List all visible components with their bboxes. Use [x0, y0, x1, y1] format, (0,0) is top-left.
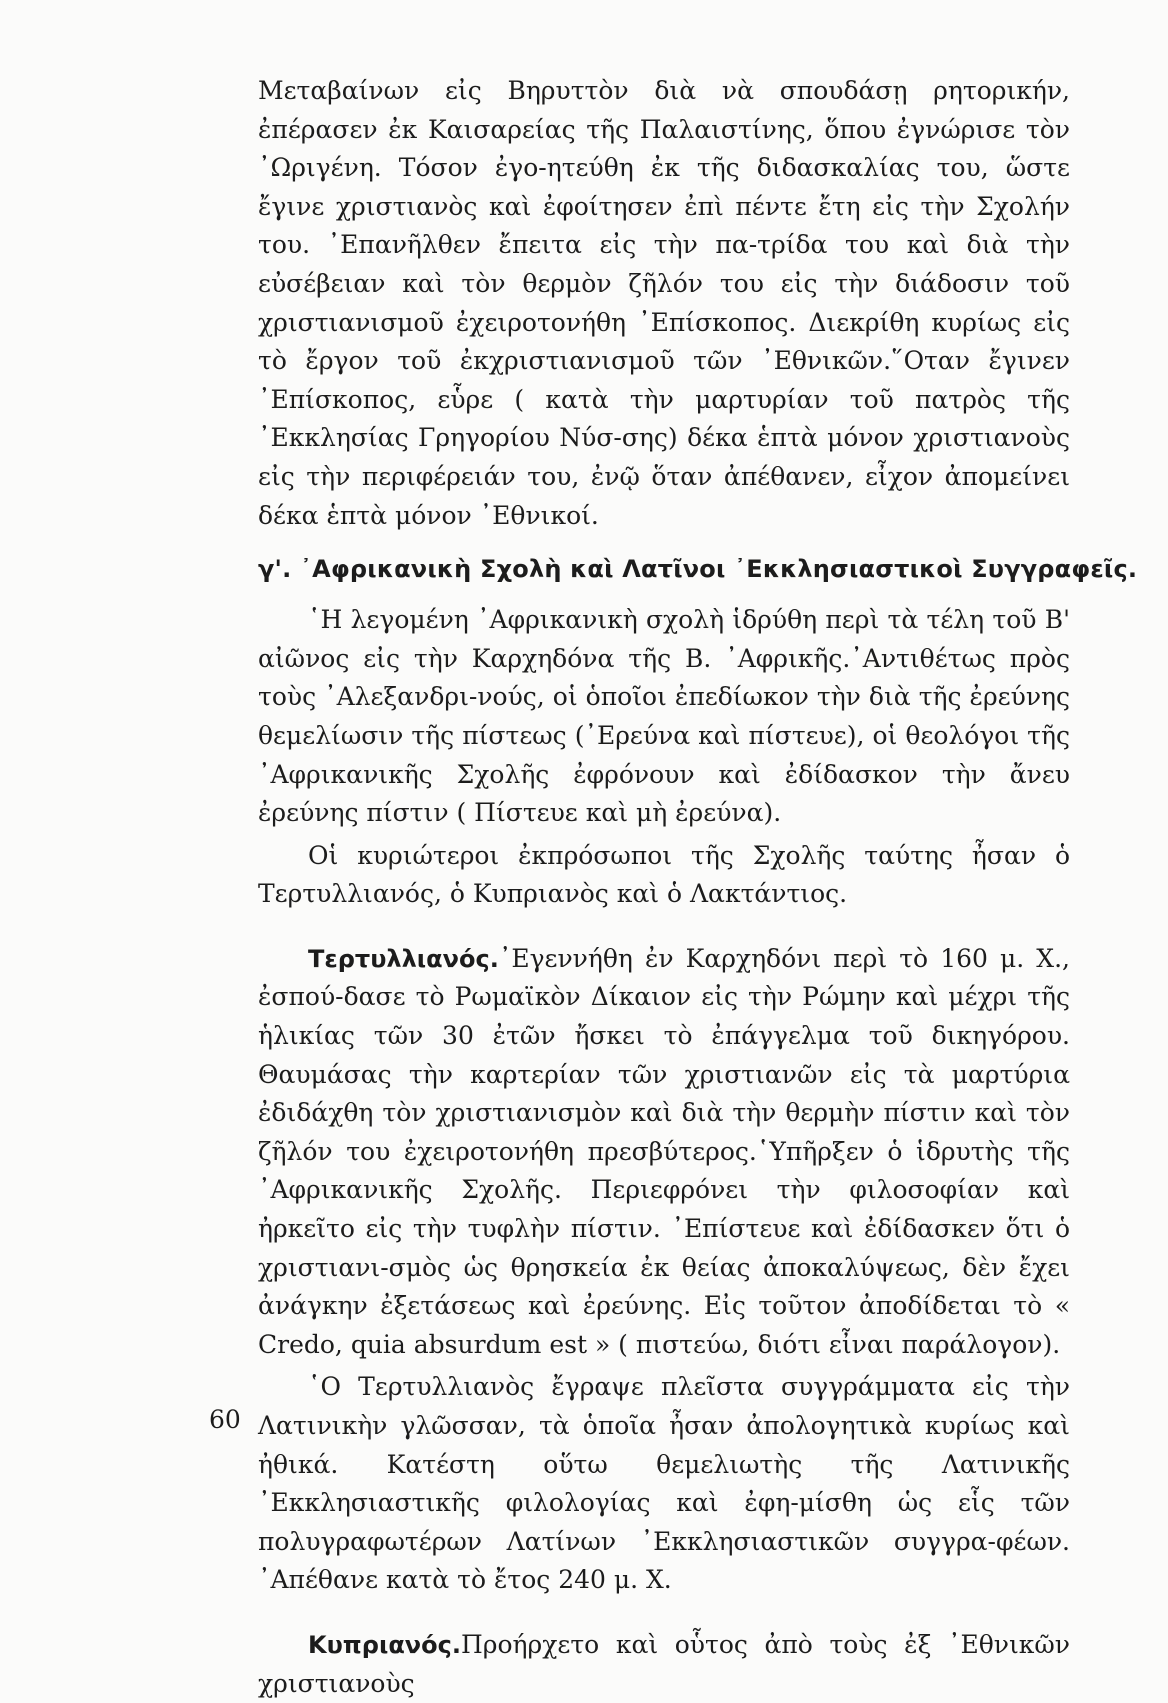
cyprian-lead: Κυπριανός. [308, 1630, 461, 1659]
paragraph-basil-bio: Μεταβαίνων εἰς Βηρυττὸν διὰ νὰ σπουδάσῃ ρητορικήν, ἐπέρασεν ἐκ Καισαρείας τῆς Παλαιστίνης, ὅπου ἐγνώρισε τὸν ᾽Ωριγένη. Τόσον ἐγο-ητεύθη ἐκ τῆς διδασκαλίας του, ὥστε ἔγινε χριστιανὸς καὶ ἐφοίτησεν ἐπὶ πέντε ἔτη εἰς τὴν Σχολήν του. ᾽Επανῆλθεν ἔπειτα εἰς τὴν πα-τρίδα του καὶ διὰ τὴν εὐσέβειαν καὶ τὸν θερμὸν ζῆλόν του εἰς τὴν διάδοσιν τοῦ χριστιανισμοῦ ἐχειροτονήθη ᾽Επίσκοπος. Διεκρίθη κυρίως εἰς τὸ ἔργον τοῦ ἐκχριστιανισμοῦ τῶν ᾽Εθνικῶν.῞Οταν ἔγινεν ᾽Επίσκοπος, εὗρε ( κατὰ τὴν μαρτυρίαν τοῦ πατρὸς τῆς ᾽Εκκλησίας Γρηγορίου Νύσ-σης) δέκα ἑπτὰ μόνον χριστιανοὺς εἰς τὴν περιφέρειάν του, ἐνῷ ὅταν ἀπέθανεν, εἶχον ἀπομείνει δέκα ἑπτὰ μόνον ᾽Εθνικοί. [258, 76, 1070, 530]
cyprian-text: Προήρχετο καὶ οὗτος ἀπὸ τοὺς ἐξ ᾽Εθνικῶν χριστιανοὺς [258, 1629, 1070, 1698]
paragraph-tertullian [258, 940, 1070, 1365]
paragraph-representatives: Οἱ κυριώτεροι ἐκπρόσωποι τῆς Σχολῆς ταύτης ἦσαν ὁ Τερτυλλιανός, ὁ Κυπριανὸς καὶ ὁ Λακτάντιος. [258, 840, 1070, 909]
page-number: 60 [209, 1405, 241, 1434]
page-body [258, 72, 1138, 1703]
tertullian-lead: Τερτυλλιανός. [308, 944, 499, 973]
paragraph-tertullian-works: ῾Ο Τερτυλλιανὸς ἔγραψε πλεῖστα συγγράμματα εἰς τὴν Λατινικὴν γλῶσσαν, τὰ ὁποῖα ἦσαν ἀπολογητικὰ κυρίως καὶ ἠθικά. Κατέστη οὕτω θεμελιωτὴς τῆς Λατινικῆς ᾽Εκκλησιαστικῆς φιλολογίας καὶ ἐφη-μίσθη ὡς εἷς τῶν πολυγραφωτέρων Λατίνων ᾽Εκκλησιαστικῶν συγγρα-φέων. ᾽Απέθανε κατὰ τὸ ἔτος 240 μ. Χ. [258, 1372, 1070, 1595]
paragraph-cyprian [258, 1626, 1070, 1703]
paragraph-african-school: ῾Η λεγομένη ᾽Αφρικανικὴ σχολὴ ἱδρύθη περὶ τὰ τέλη τοῦ Β' αἰῶνος εἰς τὴν Καρχηδόνα τῆς Β. ᾽Αφρικῆς.᾽Αντιθέτως πρὸς τοὺς ᾽Αλεξανδρι-νούς, οἱ ὁποῖοι ἐπεδίωκον τὴν διὰ τῆς ἐρεύνης θεμελίωσιν τῆς πίστεως (᾽Ερεύνα καὶ πίστευε), οἱ θεολόγοι τῆς ᾽Αφρικανικῆς Σχολῆς ἐφρόνουν καὶ ἐδίδασκον τὴν ἄνευ ἐρεύνης πίστιν ( Πίστευε καὶ μὴ ἐρεύνα). [258, 605, 1070, 828]
tertullian-text: ᾽Εγεννήθη ἐν Καρχηδόνι περὶ τὸ 160 μ. Χ., ἐσπού-δασε τὸ Ρωμαϊκὸν Δίκαιον εἰς τὴν Ρώμην καὶ μέχρι τῆς ἡλικίας τῶν 30 ἐτῶν ἤσκει τὸ ἐπάγγελμα τοῦ δικηγόρου. Θαυμάσας τὴν καρτερίαν τῶν χριστιανῶν εἰς τὰ μαρτύρια ἐδιδάχθη τὸν χριστιανισμὸν καὶ διὰ τὴν θερμὴν πίστιν καὶ τὸν ζῆλόν του ἐχειροτονήθη πρεσβύτερος.῾Υπῆρξεν ὁ ἱδρυτὴς τῆς ᾽Αφρικανικῆς Σχολῆς. Περιεφρόνει τὴν φιλοσοφίαν καὶ ἠρκεῖτο εἰς τὴν τυφλὴν πίστιν. ᾽Επίστευε καὶ ἐδίδασκεν ὅτι ὁ χριστιανι-σμὸς ὡς θρησκεία ἐκ θείας ἀποκαλύψεως, δὲν ἔχει ἀνάγκην ἐξετάσεως καὶ ἐρεύνης. Εἰς τοῦτον ἀποδίδεται τὸ « Credo, quia absurdum est » ( πιστεύω, διότι εἶναι παράλογον). [258, 943, 1070, 1359]
section-heading: γ'. ᾽Αφρικανικὴ Σχολὴ καὶ Λατῖνοι ᾽Εκκλησιαστικοὶ Συγγραφεῖς. [258, 555, 1138, 584]
